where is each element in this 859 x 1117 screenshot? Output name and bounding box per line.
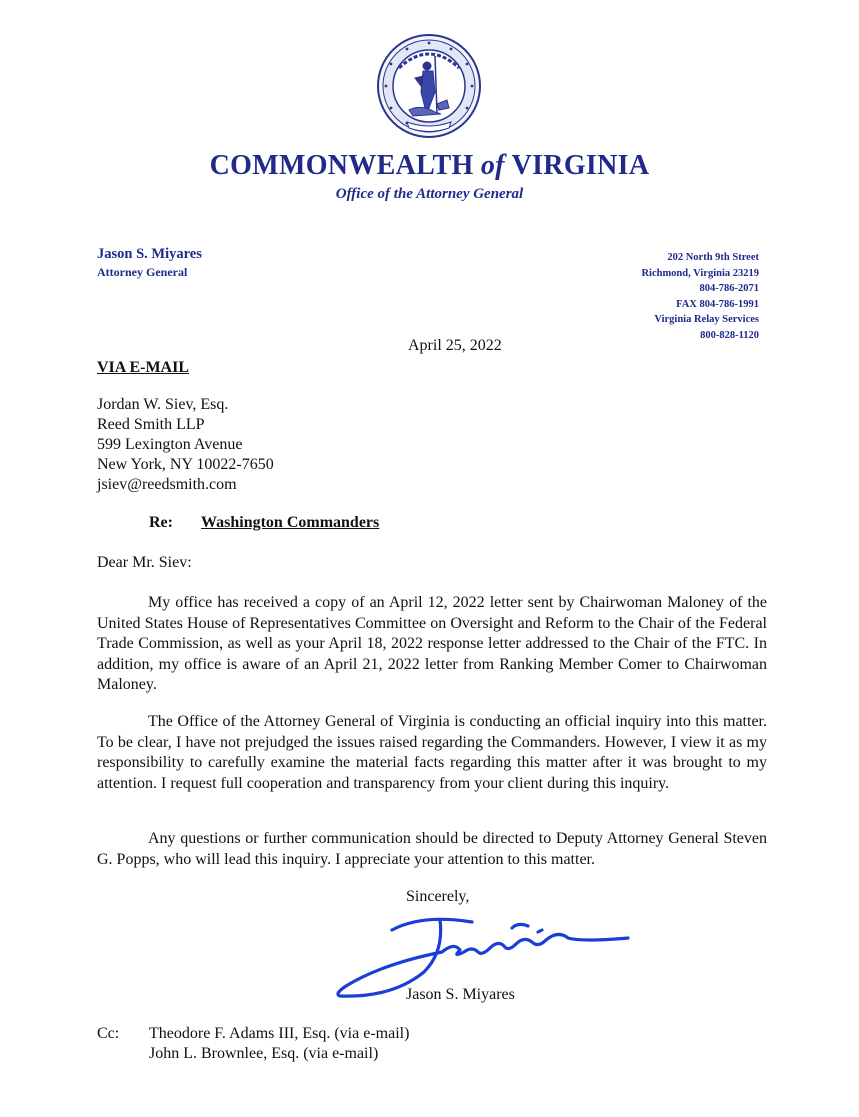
fax-line: FAX 804-786-1991 [676,298,759,310]
address-line: Richmond, Virginia 23219 [641,267,759,279]
org-name-part2: VIRGINIA [504,150,650,181]
recipient-email: jsiev@reedsmith.com [97,476,237,493]
recipient-address [97,395,274,495]
cc-recipient: Theodore F. Adams III, Esq. (via e-mail) [149,1025,410,1042]
salutation: Dear Mr. Siev: [97,554,192,571]
relay-label: Virginia Relay Services [654,314,759,325]
cc-list [149,1024,409,1064]
signer-name: Jason S. Miyares [406,986,515,1003]
closing: Sincerely, [406,888,470,905]
org-name-part1: COMMONWEALTH [209,150,481,181]
address-block [641,250,759,343]
re-subject: Washington Commanders [201,514,380,531]
sender-name: Jason S. Miyares [97,246,202,262]
office-subtitle: Office of the Attorney General [335,186,524,202]
virginia-state-seal-icon [377,34,481,138]
recipient-city: New York, NY 10022-7650 [97,456,274,473]
recipient-street: 599 Lexington Avenue [97,436,243,453]
sender-title: Attorney General [97,265,188,279]
organization-title [0,150,859,182]
address-line: 202 North 9th Street [667,252,759,263]
re-label: Re: [149,514,173,531]
relay-phone: 800-828-1120 [700,329,759,341]
body-paragraph: My office has received a copy of an April 12, 2022 letter sent by Chairwoman Maloney of the United States House of Representatives Committee on Oversight and Reform to the Chair of the Federal Trade Commission, as well as your April 18, 2022 response letter addressed to the Chair of the FTC. In addition, my office is aware of an April 21, 2022 letter from Ranking Member Comer to Chairwoman Maloney. [97,594,767,693]
phone-line: 804-786-2071 [699,283,759,294]
org-name-of: of [480,150,505,181]
recipient-firm: Reed Smith LLP [97,416,205,433]
letter-date: April 25, 2022 [408,337,502,354]
body-paragraph: The Office of the Attorney General of Virginia is conducting an official inquiry into this matter. To be clear, I have not prejudged the issues raised regarding the Commanders. However, I view it as my responsibility to carefully examine the material facts regarding this matter after it was brought to my attention. I request full cooperation and transparency from your client during this inquiry. [97,713,767,792]
body-paragraph: Any questions or further communication should be directed to Deputy Attorney General Steven G. Popps, who will lead this inquiry. I appreciate your attention to this matter. [97,830,767,868]
delivery-method: VIA E-MAIL [97,359,190,376]
recipient-name: Jordan W. Siev, Esq. [97,396,229,413]
cc-label: Cc: [97,1025,120,1042]
cc-recipient: John L. Brownlee, Esq. (via e-mail) [149,1045,379,1062]
